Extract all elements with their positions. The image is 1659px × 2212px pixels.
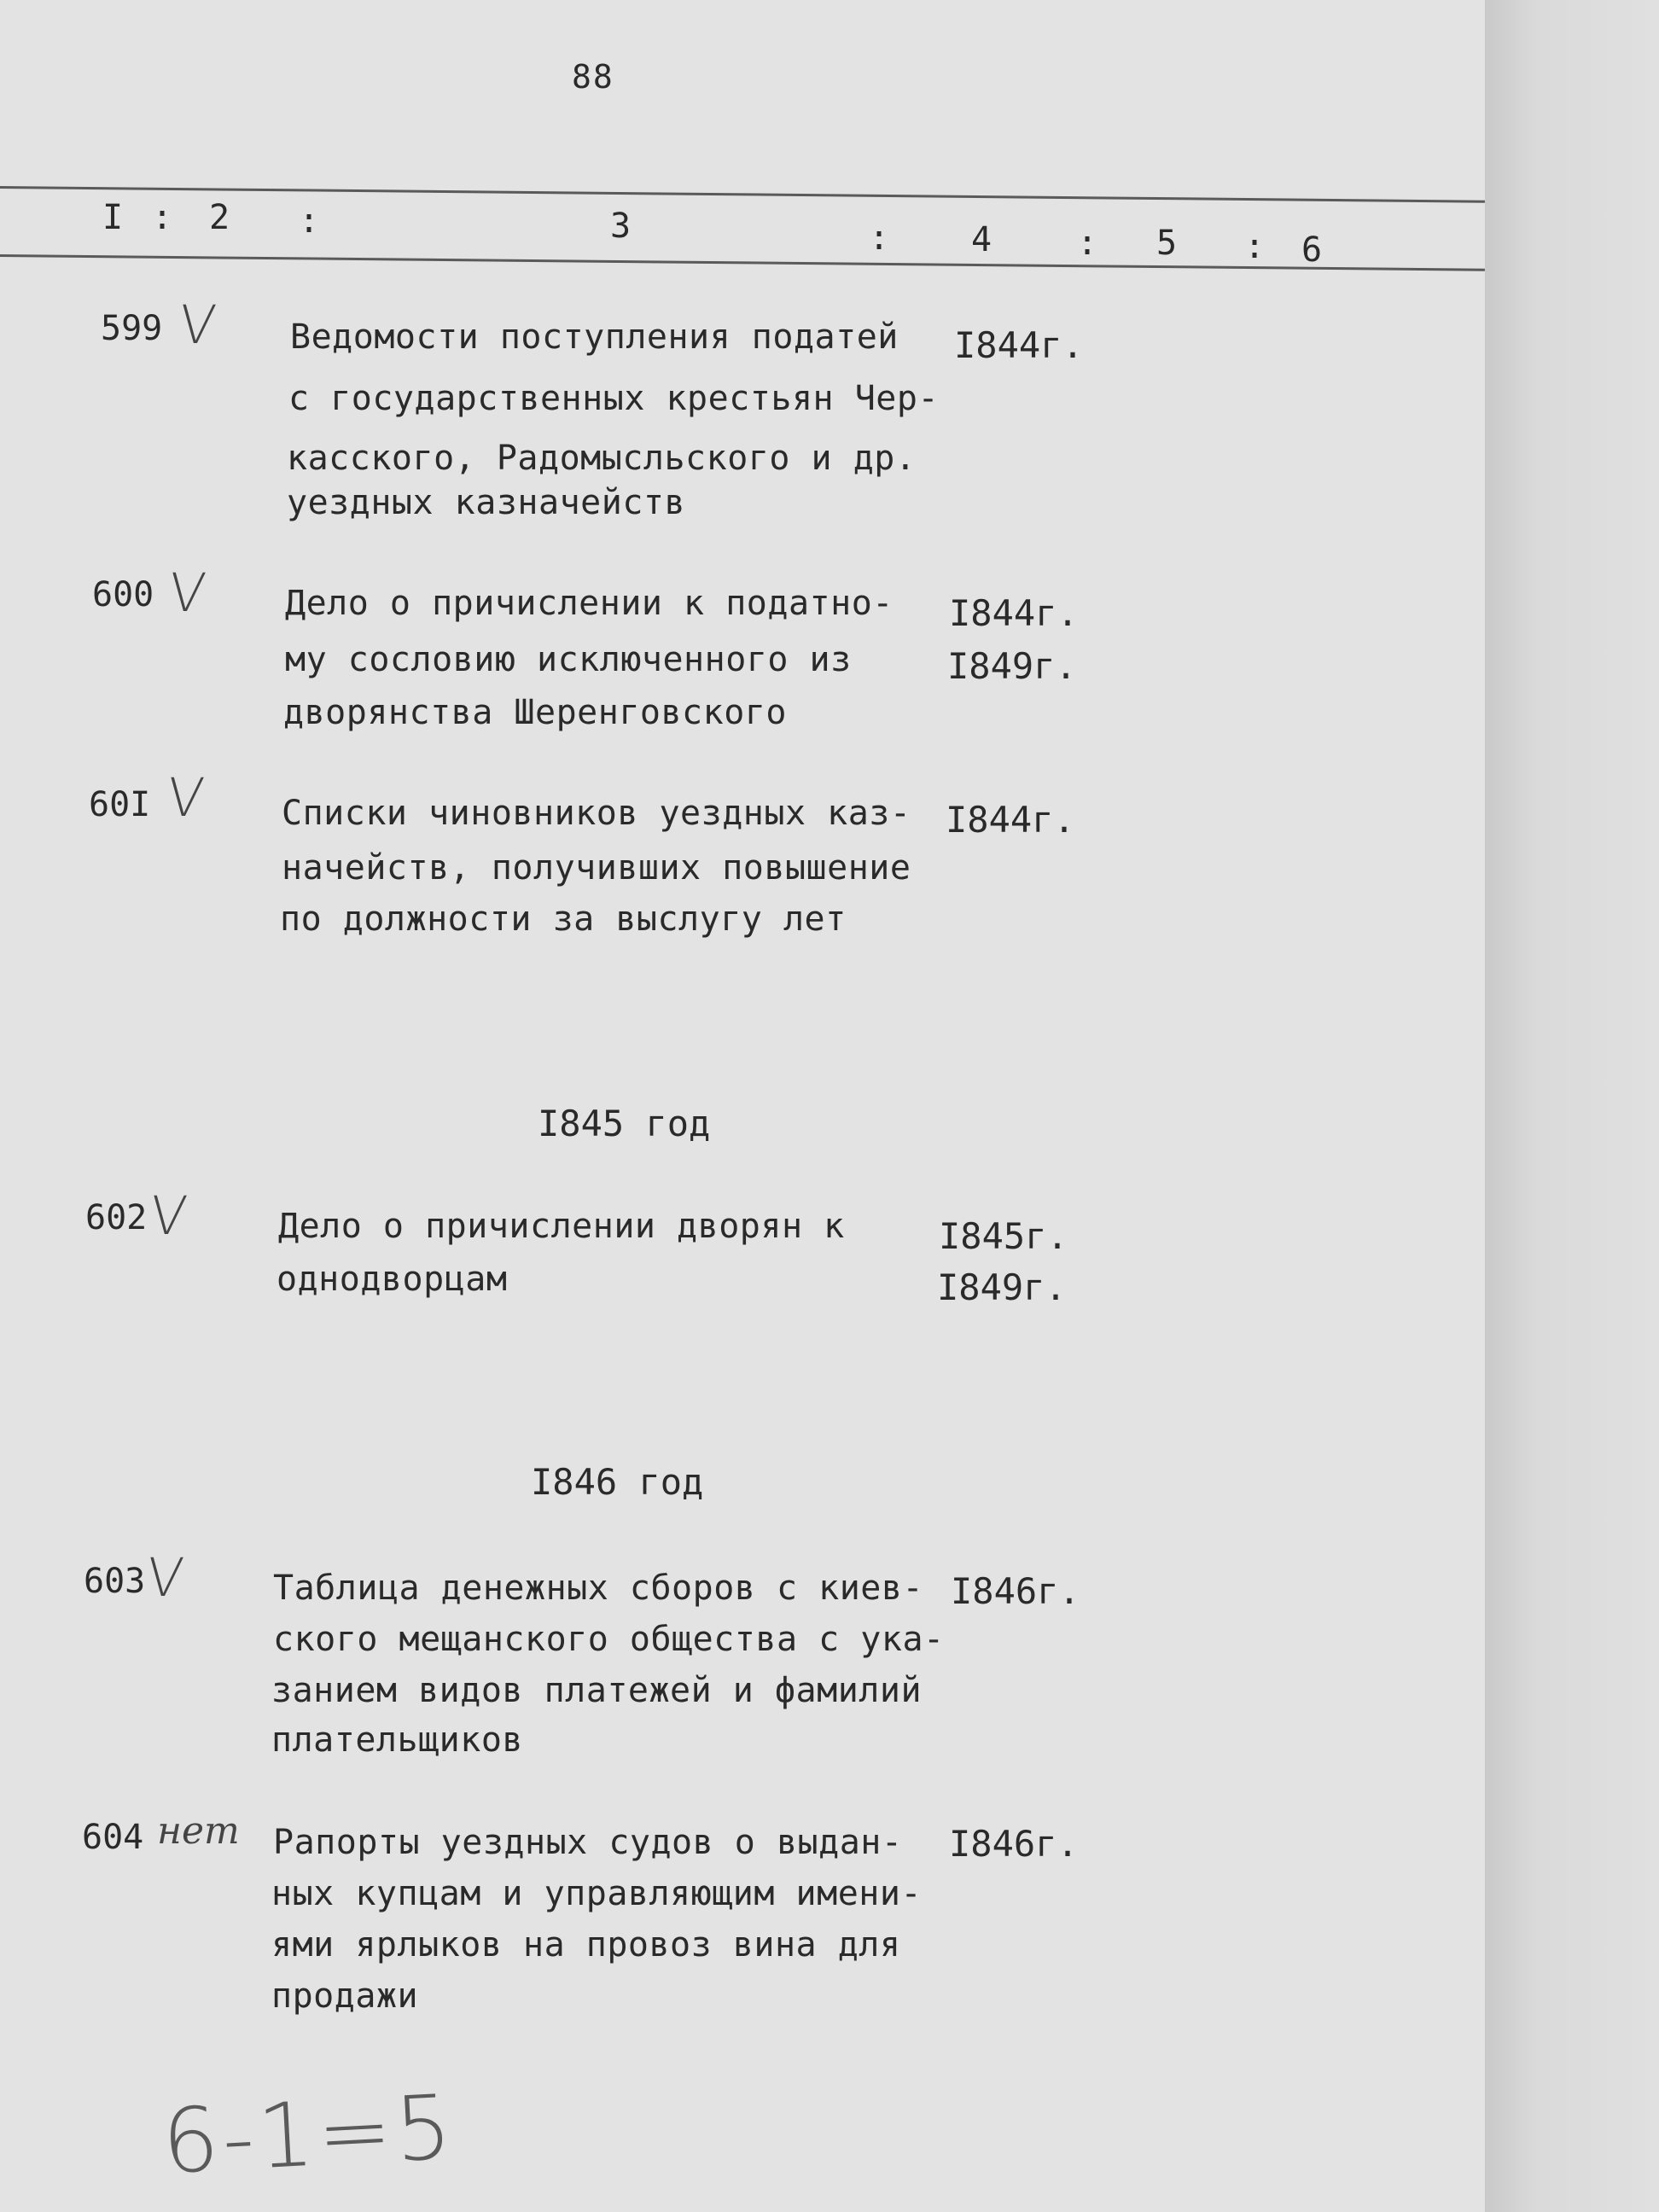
column-header-6: 6 (1301, 230, 1323, 270)
column-header-4: 4 (971, 220, 992, 259)
column-sep-1: : (152, 198, 173, 237)
column-header-2: 2 (209, 198, 230, 237)
column-sep-3: : (869, 218, 890, 258)
column-header-5: 5 (1156, 224, 1178, 263)
column-sep-2: : (299, 201, 320, 241)
check-mark: V (143, 1546, 187, 1609)
entry-text-line: ных купцам и управляющим имени- (271, 1874, 923, 1913)
entry-date: I844г. (946, 799, 1075, 841)
entry-text-line: по должности за выслугу лет (280, 899, 847, 939)
column-header-1: I (102, 198, 124, 237)
entry-text-line: Ведомости поступления податей (290, 317, 899, 357)
entry-text-line: однодворцам (276, 1260, 508, 1299)
handwritten-count-note: 6-1=5 (160, 2075, 458, 2194)
entry-number: 60I (89, 785, 151, 824)
check-mark: V (147, 1185, 190, 1247)
entry-text-line: Рапорты уездных судов о выдан- (273, 1823, 903, 1862)
page-number: 88 (572, 58, 614, 96)
entry-text-line: уездных казначейств (287, 483, 686, 522)
entry-number: 603 (84, 1562, 146, 1601)
entry-text-line: плательщиков (271, 1720, 523, 1760)
entry-text-line: занием видов платежей и фамилий (271, 1671, 923, 1710)
entry-date: I844г. (954, 324, 1084, 366)
entry-text-line: Дело о причислении дворян к (278, 1207, 845, 1246)
entry-text-line: ского мещанского общества с ука- (273, 1620, 945, 1659)
entry-number: 604 (82, 1818, 144, 1857)
entry-number: 600 (92, 575, 154, 614)
entry-date: I849г. (937, 1266, 1067, 1308)
check-mark: V (176, 294, 219, 356)
entry-text-line: Таблица денежных сборов с киев- (273, 1569, 924, 1608)
entry-date: I844г. (949, 592, 1079, 634)
underlying-page-edge (1485, 0, 1659, 2212)
entry-date: I845г. (939, 1215, 1068, 1257)
entry-number: 602 (85, 1198, 148, 1237)
year-heading-1846: I846 год (531, 1461, 704, 1503)
entry-text-line: Дело о причислении к податно- (285, 584, 894, 623)
entry-text-line: касского, Радомысльского и др. (287, 439, 917, 478)
entry-text-line: продажи (271, 1976, 419, 2016)
entry-date: I846г. (949, 1823, 1079, 1865)
handwritten-mark: нет (157, 1809, 240, 1853)
entry-text-line: Списки чиновников уездных каз- (282, 794, 911, 833)
entry-text-line: начейств, получивших повышение (282, 848, 911, 888)
entry-text-line: ями ярлыков на провоз вина для (271, 1925, 901, 1965)
year-heading-1845: I845 год (538, 1103, 711, 1144)
entry-date: I846г. (951, 1570, 1080, 1612)
check-mark: V (166, 562, 209, 624)
entry-number: 599 (101, 309, 163, 348)
column-sep-5: : (1244, 227, 1266, 266)
entry-text-line: дворянства Шеренговского (283, 693, 787, 732)
entry-date: I849г. (947, 645, 1077, 687)
column-header-3: 3 (610, 207, 632, 246)
entry-text-line: с государственных крестьян Чер- (288, 379, 940, 418)
column-sep-4: : (1077, 224, 1098, 263)
check-mark: V (164, 766, 207, 829)
entry-text-line: му сословию исключенного из (285, 640, 852, 679)
